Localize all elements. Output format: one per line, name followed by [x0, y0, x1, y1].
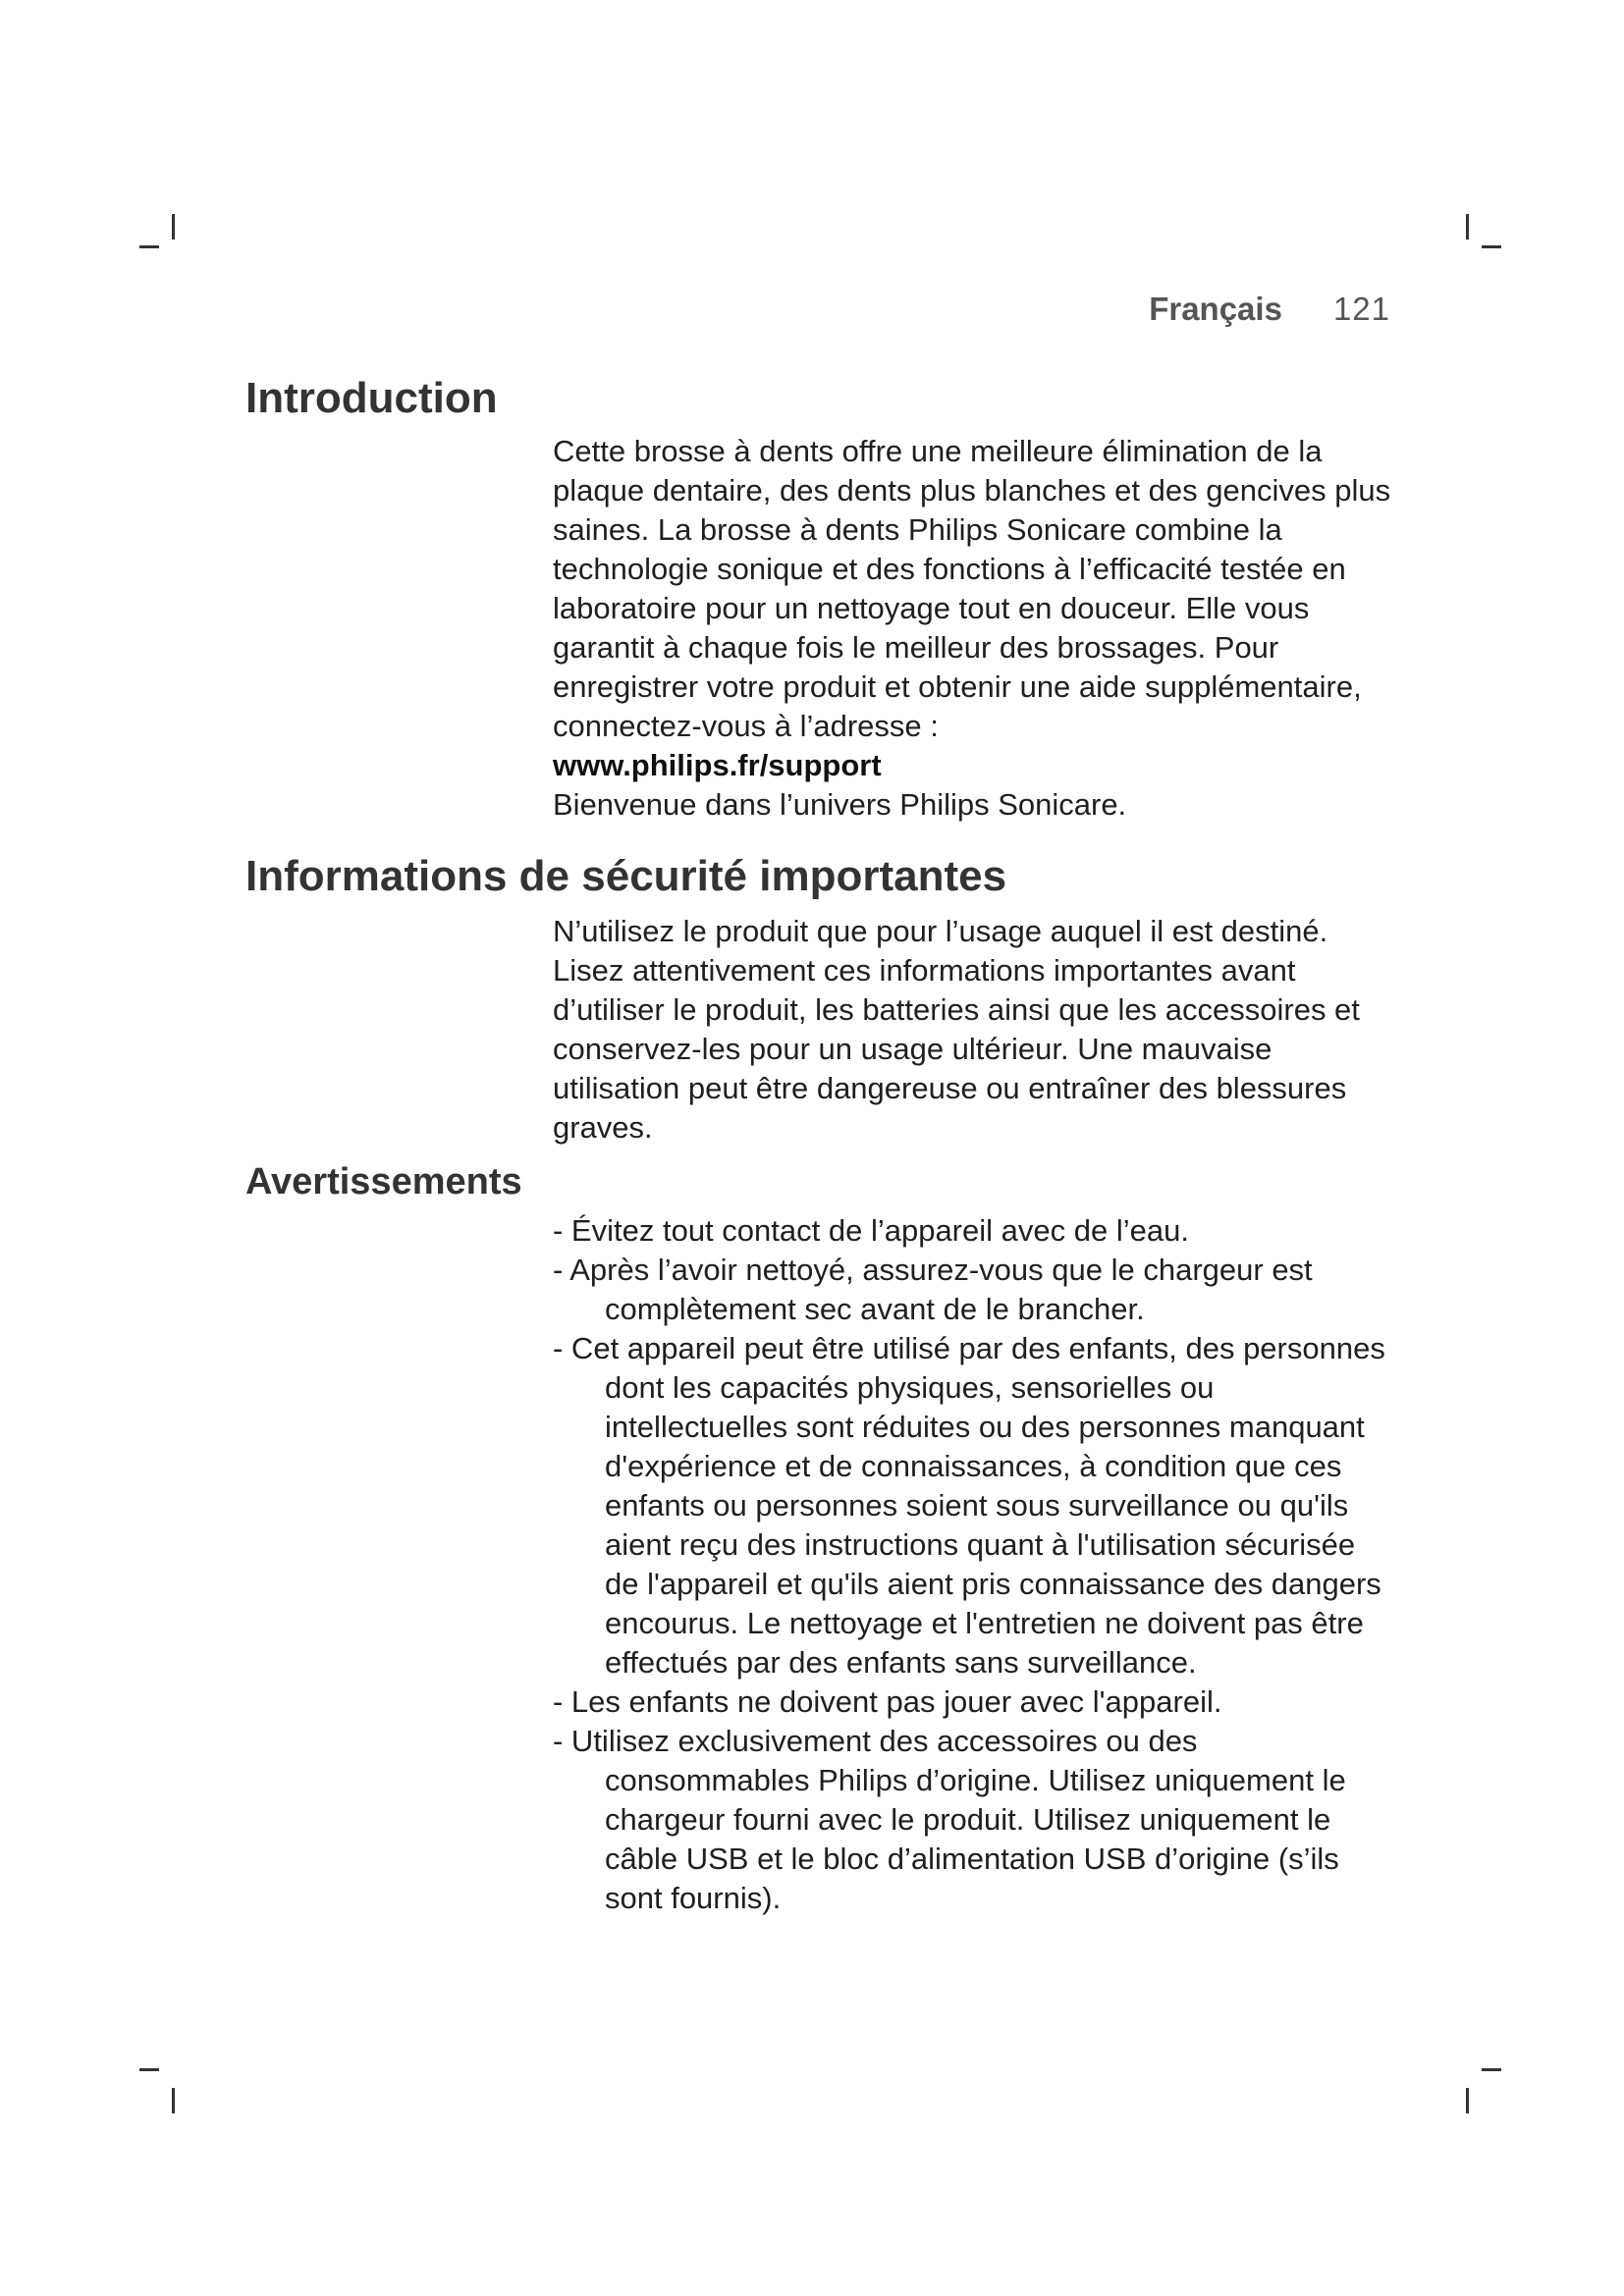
crop-mark-bottom-right-h — [1482, 2068, 1501, 2071]
crop-mark-bottom-right-v — [1466, 2088, 1469, 2113]
crop-mark-top-left-v — [172, 214, 175, 240]
warnings-heading: Avertissements — [245, 1161, 522, 1202]
warning-item: - Évitez tout contact de l’appareil avec de l’eau. — [553, 1213, 1189, 1248]
crop-mark-top-left-h — [139, 245, 159, 248]
safety-paragraph: N’utilisez le produit que pour l’usage auquel il est destiné. Lisez attentivement ces informations importantes avant d’utiliser le produit, les batteries ainsi que les accessoires et conservez-les pour un usage ultérieur. Une mauvaise utilisation peut être dangereuse ou entraîner des blessures graves. — [553, 914, 1360, 1145]
warnings-list — [553, 1211, 1397, 1918]
welcome-text: Bienvenue dans l’univers Philips Sonicare. — [553, 787, 1127, 822]
warning-item: - Les enfants ne doivent pas jouer avec l'appareil. — [553, 1684, 1222, 1719]
safety-body — [553, 912, 1397, 1148]
warning-item: - Cet appareil peut être utilisé par des enfants, des personnes dont les capacités physiques, sensorielles ou intellectuelles sont réduites ou des personnes manquant d'expérience et de connaissances, à condition que ces enfants ou personnes soient sous surveillance ou qu'ils aient reçu des instructions quant à l'utilisation sécurisée de l'appareil et qu'ils aient pris connaissance des dangers encourus. Le nettoyage et l'entretien ne doivent pas être effectués par des enfants sans surveillance. — [553, 1331, 1385, 1680]
introduction-heading: Introduction — [245, 374, 498, 422]
crop-mark-bottom-left-h — [139, 2068, 159, 2071]
warning-item: - Utilisez exclusivement des accessoires ou des consommables Philips d’origine. Utilisez uniquement le chargeur fourni avec le produit. Utilisez uniquement le câble USB et le bloc d’alimentation USB d’origine (s’ils sont fournis). — [553, 1724, 1346, 1915]
introduction-body — [553, 432, 1397, 825]
crop-mark-top-right-v — [1466, 214, 1469, 240]
warning-item: - Après l’avoir nettoyé, assurez-vous que le chargeur est complètement sec avant de le brancher. — [553, 1253, 1313, 1326]
introduction-paragraph: Cette brosse à dents offre une meilleure élimination de la plaque dentaire, des dents plus blanches et des gencives plus saines. La brosse à dents Philips Sonicare combine la technologie sonique et des fonctions à l’efficacité testée en laboratoire pour un nettoyage tout en douceur. Elle vous garantit à chaque fois le meilleur des brossages. Pour enregistrer votre produit et obtenir une aide supplémentaire, connectez-vous à l’adresse : — [553, 434, 1391, 743]
page-number: 121 — [1332, 291, 1390, 327]
running-head — [1149, 291, 1390, 328]
support-url: www.philips.fr/support — [553, 748, 882, 782]
crop-mark-top-right-h — [1482, 245, 1501, 248]
header-language: Français — [1149, 291, 1282, 327]
crop-mark-bottom-left-v — [172, 2088, 175, 2113]
safety-heading: Informations de sécurité importantes — [245, 852, 1007, 900]
